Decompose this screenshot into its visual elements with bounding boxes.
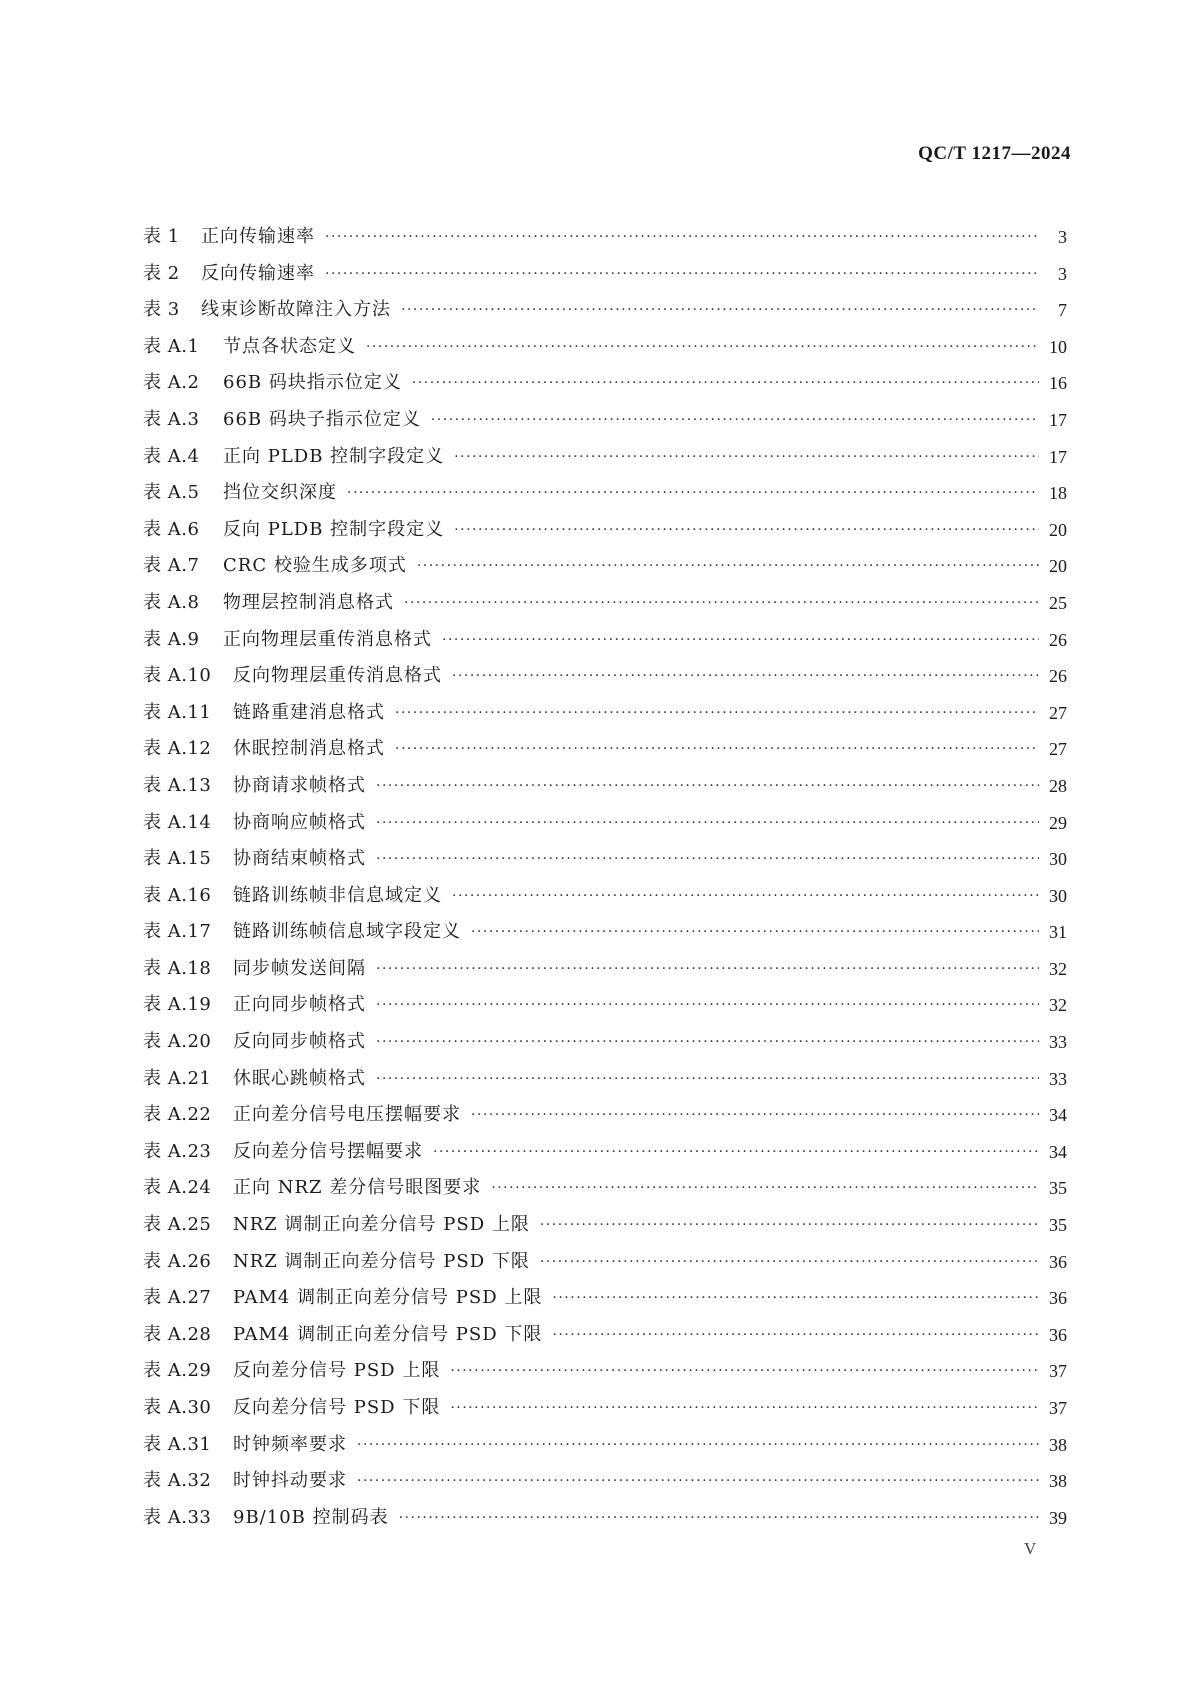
toc-entry-label: 表 A.9 bbox=[143, 628, 200, 650]
toc-entry-title: 66B 码块指示位定义 bbox=[223, 372, 402, 394]
toc-entry[interactable] bbox=[143, 1434, 1067, 1471]
toc-entry[interactable] bbox=[143, 1031, 1067, 1068]
dot-leader bbox=[376, 994, 1039, 1016]
toc-entry-title: 66B 码块子指示位定义 bbox=[223, 408, 421, 430]
toc-entry-title: 正向物理层重传消息格式 bbox=[223, 628, 432, 650]
toc-entry-page: 37 bbox=[1049, 1361, 1067, 1382]
toc-entry-title: 休眠心跳帧格式 bbox=[233, 1067, 366, 1089]
toc-entry-title: NRZ 调制正向差分信号 PSD 下限 bbox=[233, 1250, 530, 1272]
toc-entry[interactable] bbox=[143, 555, 1067, 592]
toc-entry-label: 表 A.5 bbox=[143, 482, 200, 504]
toc-entry[interactable] bbox=[143, 702, 1067, 739]
toc-entry[interactable] bbox=[143, 812, 1067, 849]
toc-entry-label: 表 A.2 bbox=[143, 372, 200, 394]
toc-entry-title: 链路训练帧信息域字段定义 bbox=[233, 921, 461, 943]
toc-entry-page: 33 bbox=[1049, 1032, 1067, 1053]
toc-entry[interactable] bbox=[143, 738, 1067, 775]
toc-entry-page: 18 bbox=[1049, 483, 1067, 504]
toc-entry-page: 20 bbox=[1049, 519, 1067, 540]
toc-entry-page: 32 bbox=[1049, 958, 1067, 979]
toc-entry[interactable] bbox=[143, 921, 1067, 958]
toc-entry-title: 时钟抖动要求 bbox=[233, 1470, 347, 1492]
dot-leader bbox=[450, 1397, 1039, 1419]
toc-entry[interactable] bbox=[143, 1324, 1067, 1361]
toc-entry-label: 表 A.7 bbox=[143, 555, 200, 577]
dot-leader bbox=[376, 812, 1039, 834]
dot-leader bbox=[471, 921, 1039, 943]
toc-entry-title: 反向差分信号 PSD 下限 bbox=[233, 1397, 441, 1418]
dot-leader bbox=[540, 1251, 1039, 1273]
toc-entry-title: CRC 校验生成多项式 bbox=[223, 555, 407, 577]
toc-entry[interactable] bbox=[143, 409, 1067, 446]
toc-entry[interactable] bbox=[143, 263, 1067, 300]
toc-entry-label: 表 A.24 bbox=[143, 1177, 212, 1199]
toc-entry-page: 20 bbox=[1049, 556, 1067, 577]
toc-entry-label: 表 A.6 bbox=[143, 518, 200, 540]
toc-entry-title: 反向 PLDB 控制字段定义 bbox=[223, 518, 445, 540]
toc-entry-title: 正向差分信号电压摆幅要求 bbox=[233, 1104, 461, 1126]
toc-entry[interactable] bbox=[143, 482, 1067, 519]
toc-entry-label: 表 A.13 bbox=[143, 774, 212, 796]
toc-entry-label: 表 A.25 bbox=[143, 1214, 212, 1236]
toc-entry-title: 链路训练帧非信息域定义 bbox=[233, 884, 442, 906]
toc-entry-page: 26 bbox=[1049, 666, 1067, 687]
toc-entry-label: 表 A.32 bbox=[143, 1470, 212, 1492]
dot-leader bbox=[395, 702, 1039, 724]
toc-entry-title: 物理层控制消息格式 bbox=[223, 591, 394, 613]
toc-entry-label: 表 A.22 bbox=[143, 1104, 212, 1126]
toc-entry-title: 反向差分信号摆幅要求 bbox=[233, 1140, 423, 1162]
toc-entry-title: 节点各状态定义 bbox=[223, 335, 356, 357]
toc-entry-page: 34 bbox=[1049, 1105, 1067, 1126]
toc-entry[interactable] bbox=[143, 994, 1067, 1031]
toc-entry[interactable] bbox=[143, 1177, 1067, 1214]
toc-entry-label: 表 A.26 bbox=[143, 1250, 212, 1272]
toc-entry-title: 挡位交织深度 bbox=[223, 482, 337, 504]
toc-entry[interactable] bbox=[143, 1287, 1067, 1324]
toc-entry-page: 38 bbox=[1049, 1471, 1067, 1492]
toc-entry[interactable] bbox=[143, 592, 1067, 629]
toc-entry-page: 27 bbox=[1049, 702, 1067, 723]
toc-entry-page: 29 bbox=[1049, 812, 1067, 833]
toc-entry[interactable] bbox=[143, 1141, 1067, 1178]
dot-leader bbox=[376, 958, 1039, 980]
toc-entry-page: 17 bbox=[1049, 446, 1067, 467]
toc-entry-title: 正向 PLDB 控制字段定义 bbox=[223, 445, 445, 467]
toc-entry[interactable] bbox=[143, 885, 1067, 922]
dot-leader bbox=[412, 372, 1039, 394]
toc-entry[interactable] bbox=[143, 1251, 1067, 1288]
toc-entry-page: 36 bbox=[1049, 1288, 1067, 1309]
toc-entry-title: 反向同步帧格式 bbox=[233, 1031, 366, 1053]
dot-leader bbox=[452, 885, 1039, 907]
dot-leader bbox=[395, 738, 1039, 760]
toc-entry[interactable] bbox=[143, 299, 1067, 336]
dot-leader bbox=[325, 263, 1039, 285]
toc-entry-title: 链路重建消息格式 bbox=[233, 701, 385, 723]
toc-entry-label: 表 A.31 bbox=[143, 1433, 212, 1455]
toc-entry[interactable] bbox=[143, 775, 1067, 812]
toc-entry-page: 32 bbox=[1049, 995, 1067, 1016]
toc-entry-title: 正向同步帧格式 bbox=[233, 994, 366, 1016]
toc-entry-page: 7 bbox=[1058, 300, 1067, 321]
toc-entry-page: 36 bbox=[1049, 1324, 1067, 1345]
toc-entry-page: 10 bbox=[1049, 336, 1067, 357]
dot-leader bbox=[454, 446, 1039, 468]
dot-leader bbox=[540, 1214, 1039, 1236]
toc-entry-page: 37 bbox=[1049, 1398, 1067, 1418]
toc-entry-page: 27 bbox=[1049, 739, 1067, 760]
toc-entry-page: 16 bbox=[1049, 373, 1067, 394]
toc-entry-page: 34 bbox=[1049, 1141, 1067, 1162]
toc-entry-label: 表 A.33 bbox=[143, 1506, 212, 1528]
toc-entry-label: 表 A.27 bbox=[143, 1287, 212, 1309]
dot-leader bbox=[450, 1360, 1039, 1382]
toc-entry-page: 30 bbox=[1049, 885, 1067, 906]
toc-entry-label: 表 2 bbox=[143, 262, 180, 284]
dot-leader bbox=[552, 1287, 1039, 1309]
toc-entry[interactable] bbox=[143, 848, 1067, 885]
toc-entry-page: 30 bbox=[1049, 849, 1067, 870]
toc-entry-title: PAM4 调制正向差分信号 PSD 上限 bbox=[233, 1287, 543, 1309]
toc-entry-title: 时钟频率要求 bbox=[233, 1433, 347, 1455]
dot-leader bbox=[404, 592, 1039, 614]
toc-entry-label: 表 A.21 bbox=[143, 1067, 212, 1089]
toc-entry-label: 表 A.18 bbox=[143, 957, 212, 979]
toc-entry[interactable] bbox=[143, 226, 1067, 263]
toc-entry-label: 表 A.8 bbox=[143, 591, 200, 613]
dot-leader bbox=[452, 665, 1039, 687]
toc-entry[interactable] bbox=[143, 1360, 1067, 1397]
toc-entry-label: 表 A.10 bbox=[143, 665, 212, 687]
dot-leader bbox=[366, 336, 1039, 358]
page-number: V bbox=[1024, 1539, 1037, 1558]
toc-entry-page: 28 bbox=[1049, 775, 1067, 796]
toc-entry-page: 33 bbox=[1049, 1068, 1067, 1089]
dot-leader bbox=[491, 1177, 1039, 1199]
toc-entry[interactable] bbox=[143, 1104, 1067, 1141]
dot-leader bbox=[325, 226, 1039, 248]
toc-entry-title: 正向传输速率 bbox=[201, 226, 315, 247]
toc-entry[interactable] bbox=[143, 665, 1067, 702]
toc-entry-page: 39 bbox=[1049, 1507, 1067, 1528]
toc-entry-title: NRZ 调制正向差分信号 PSD 上限 bbox=[233, 1214, 530, 1236]
toc-entry-page: 31 bbox=[1049, 922, 1067, 943]
toc-entry[interactable] bbox=[143, 1470, 1067, 1507]
toc-entry-label: 表 A.15 bbox=[143, 848, 212, 870]
toc-entry[interactable] bbox=[143, 519, 1067, 556]
toc-entry-page: 3 bbox=[1058, 263, 1067, 284]
toc-entry-title: 正向 NRZ 差分信号眼图要求 bbox=[233, 1177, 482, 1199]
toc-entry-page: 35 bbox=[1049, 1215, 1067, 1236]
toc-entry-label: 表 A.3 bbox=[143, 408, 200, 430]
toc-entry[interactable] bbox=[143, 1068, 1067, 1105]
dot-leader bbox=[376, 1031, 1039, 1053]
toc-entry-title: 协商响应帧格式 bbox=[233, 811, 366, 833]
toc-entry[interactable] bbox=[143, 1397, 1067, 1434]
toc-entry-title: 线束诊断故障注入方法 bbox=[201, 299, 391, 321]
toc-entry-label: 表 A.19 bbox=[143, 994, 212, 1016]
toc-entry-title: 同步帧发送间隔 bbox=[233, 957, 366, 979]
toc-entry[interactable] bbox=[143, 1214, 1067, 1251]
toc-entry[interactable] bbox=[143, 336, 1067, 373]
dot-leader bbox=[431, 409, 1039, 431]
toc-entry-title: 协商请求帧格式 bbox=[233, 774, 366, 796]
toc-entry-label: 表 A.28 bbox=[143, 1323, 212, 1345]
standard-code: QC/T 1217—2024 bbox=[918, 143, 1071, 164]
toc-entry-title: PAM4 调制正向差分信号 PSD 下限 bbox=[233, 1323, 543, 1345]
toc-entry-page: 36 bbox=[1049, 1251, 1067, 1272]
toc-entry-label: 表 1 bbox=[143, 226, 180, 247]
toc-entry-title: 反向差分信号 PSD 上限 bbox=[233, 1360, 441, 1382]
toc-entry-page: 25 bbox=[1049, 592, 1067, 613]
dot-leader bbox=[357, 1434, 1039, 1456]
dot-leader bbox=[552, 1324, 1039, 1346]
toc-entry-label: 表 A.4 bbox=[143, 445, 200, 467]
toc-entry-page: 38 bbox=[1049, 1434, 1067, 1455]
dot-leader bbox=[417, 555, 1039, 577]
dot-leader bbox=[347, 482, 1039, 504]
dot-leader bbox=[376, 848, 1039, 870]
toc-entry-title: 9B/10B 控制码表 bbox=[233, 1506, 389, 1528]
toc-entry[interactable] bbox=[143, 372, 1067, 409]
toc-entry-label: 表 A.16 bbox=[143, 884, 212, 906]
toc-entry-label: 表 A.14 bbox=[143, 811, 212, 833]
toc-entry-label: 表 A.29 bbox=[143, 1360, 212, 1382]
dot-leader bbox=[401, 299, 1039, 321]
dot-leader bbox=[376, 1068, 1039, 1090]
toc-entry[interactable] bbox=[143, 629, 1067, 666]
dot-leader bbox=[399, 1507, 1039, 1529]
dot-leader bbox=[471, 1104, 1039, 1126]
dot-leader bbox=[357, 1470, 1039, 1492]
toc-entry-label: 表 A.11 bbox=[143, 701, 212, 723]
dot-leader bbox=[454, 519, 1039, 541]
dot-leader bbox=[433, 1141, 1039, 1163]
toc-entry-page: 17 bbox=[1049, 409, 1067, 430]
toc-entry-label: 表 A.23 bbox=[143, 1140, 212, 1162]
dot-leader bbox=[376, 775, 1039, 797]
toc-entry-label: 表 A.30 bbox=[143, 1397, 212, 1418]
toc-entry[interactable] bbox=[143, 958, 1067, 995]
toc-entry-page: 26 bbox=[1049, 629, 1067, 650]
toc-entry[interactable] bbox=[143, 1507, 1067, 1544]
table-of-tables bbox=[143, 226, 1067, 1543]
toc-entry-title: 休眠控制消息格式 bbox=[233, 738, 385, 760]
toc-entry-page: 35 bbox=[1049, 1178, 1067, 1199]
toc-entry-page: 3 bbox=[1058, 227, 1067, 247]
toc-entry-title: 反向物理层重传消息格式 bbox=[233, 665, 442, 687]
toc-entry-label: 表 3 bbox=[143, 299, 180, 321]
toc-entry-title: 反向传输速率 bbox=[201, 262, 315, 284]
toc-entry[interactable] bbox=[143, 446, 1067, 483]
dot-leader bbox=[442, 629, 1039, 651]
toc-entry-label: 表 A.1 bbox=[143, 335, 200, 357]
toc-entry-label: 表 A.12 bbox=[143, 738, 212, 760]
toc-entry-label: 表 A.20 bbox=[143, 1031, 212, 1053]
toc-entry-label: 表 A.17 bbox=[143, 921, 212, 943]
toc-entry-title: 协商结束帧格式 bbox=[233, 848, 366, 870]
